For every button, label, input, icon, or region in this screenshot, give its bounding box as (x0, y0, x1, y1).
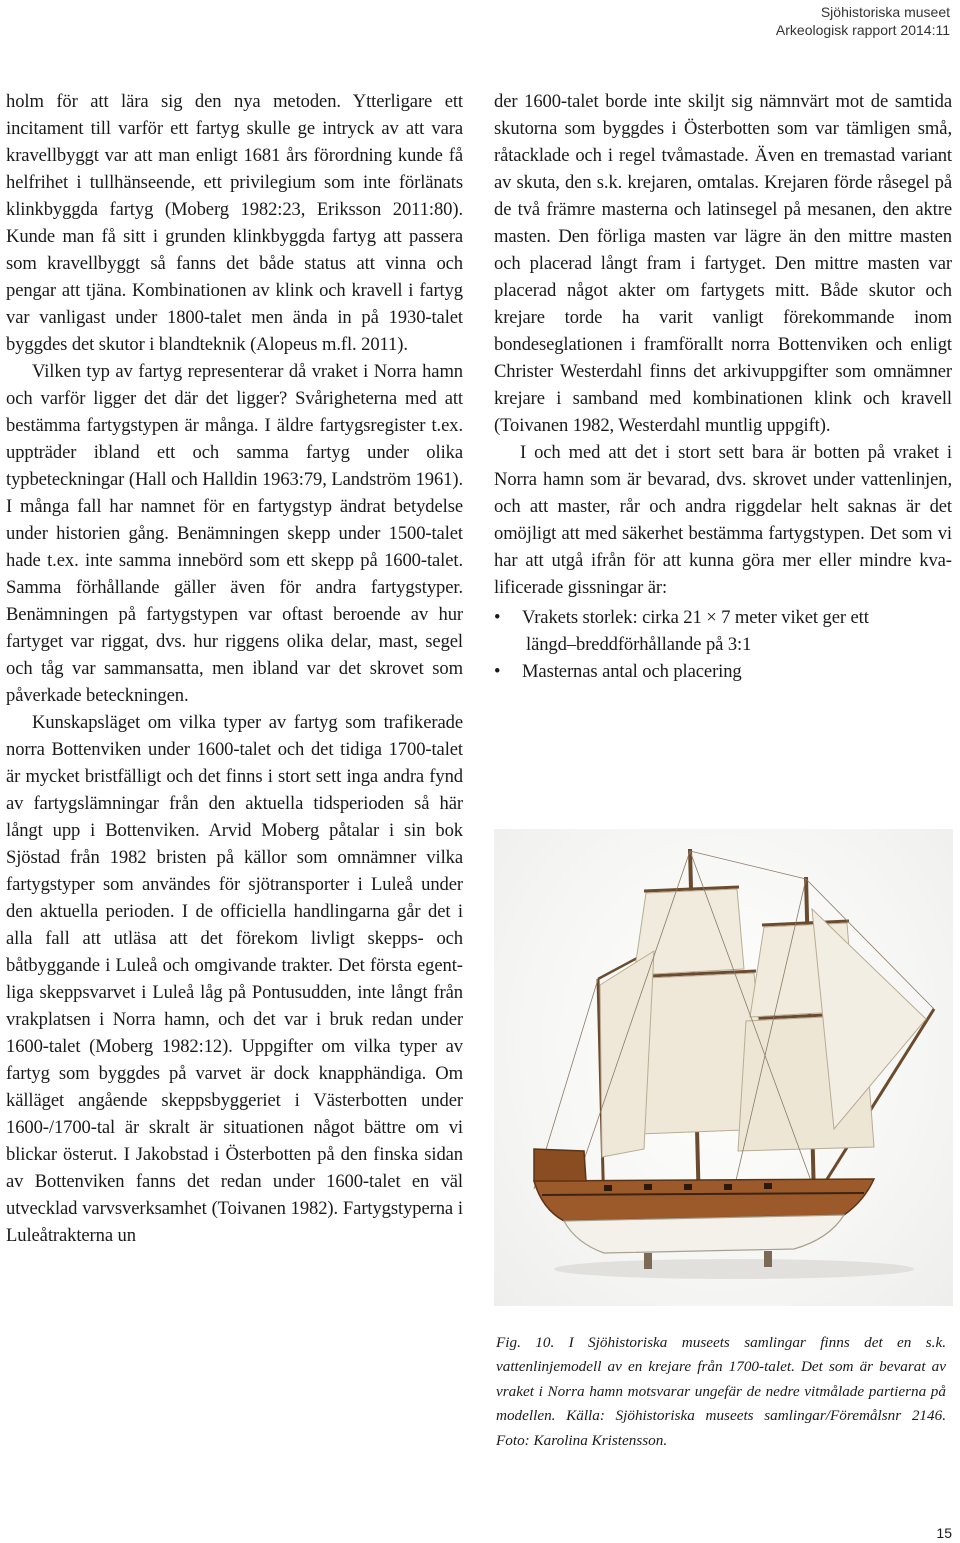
left-paragraph-2: Vilken typ av fartyg representerar då vraket i Norra hamn och varför ligger det där det ligger? Svårigheterna med att bestämma fartygstypen är många. I äldre fartygsregister t.ex. uppträder ibland ett och samma fartyg under olika typbeteckningar (Hall och Halldin 1963:79, Landström 1961). I många fall har namnet för en fartygstyp ändrat betydelse under historien gång. Benämningen skepp under 1500-talet hade t.ex. inte samma innebörd som ett skepp på 1600-talet. Samma förhållande gäller även för andra fartygstyper. Benämningen på fartygstypen var oftast beroende av hur fartyget var riggat, dvs. hur riggens olika delar, mast, segel och tåg var sammansatta, men ibland var det skrovet som påverkade beteckningen. (6, 361, 463, 706)
ship-model-illustration (494, 829, 953, 1306)
running-header (776, 3, 950, 39)
right-paragraph-1: der 1600-talet borde inte skiljt sig nämnvärt mot de samtida skutorna som byggdes i Österbotten som var tämligen små, råtacklade och i regel tvåmastade. Även en tremastad variant av skuta, den s.k. krejaren, omtalas. Krejaren förde råsegel på de två främre masterna och latinsegel på mesanen, den aktre masten. Den förliga masten var lägre än den mittre masten och placerad långt fram i fartyget. Den mittre masten var placerad något akter om fartygets mitt. Både skutor och krejare torde ha varit vanligt förekommande inom bondeseglationen i framförallt norra Bottenviken och enligt Christer Westerdahl finns det arkivuppgifter som omnämner krejare i samband med kombinationen klink och kravell (Toivanen 1982, Westerdahl muntlig uppgift). (494, 91, 952, 436)
header-museum: Sjöhistoriska museet (820, 4, 950, 20)
hull-lower-white (564, 1215, 844, 1253)
ship-model-photo (494, 829, 953, 1306)
page-number: 15 (936, 1525, 952, 1541)
left-paragraph-1: holm för att lära sig den nya metoden. Ytterligare ett incitament till varför ett fartyg skulle ge intryck av att vara kravellbyggt var att man enligt 1681 års förordning kunde få helfrihet i tullhänseende, ett privilegium som inte förlänats klinkbyggda fartyg (Moberg 1982:23, Eriksson 2011:80). Kunde man få sitt i grunden klinkbyggda fartyg att passera som kravellbyggt så fanns det både status att vinna och pengar att tjäna. Kombinationen av klink och kravell i fartyg var vanligast under 1800-talet men ända in på 1930-talet byggdes det skutor i blandteknik (Alopeus m.fl. 2011). (6, 91, 463, 355)
list-item (494, 604, 952, 658)
hull-stern-castle (534, 1149, 586, 1181)
bullet-marker: • (494, 607, 501, 628)
header-report: Arkeologisk rapport 2014:11 (775, 22, 950, 38)
list-item-text: Masternas antal och placering (522, 661, 742, 682)
right-paragraph-2: I och med att det i stort sett bara är botten på vraket i Norra hamn som är bevarad, dvs. skrovet under vattenlinjen, och att master, rår och andra riggdelar helt saknas är det omöjligt att med säkerhet bestämma fartygstypen. Det som vi har att utgå ifrån för att kunna göra mer eller mindre kvalificerade gissningar är: (494, 442, 952, 598)
model-stand (764, 1251, 772, 1267)
right-column (494, 88, 952, 685)
left-paragraph-3: Kunskapsläget om vilka typer av fartyg som trafikerade norra Bottenviken under 1600-talet och det tidiga 1700-talet är mycket bristfälligt och det finns i stort sett inga andra fynd av fartygslämningar från den aktuella tidsperioden så här långt upp i Bottenviken. Arvid Moberg påtalar i sin bok Sjöstad från 1982 bristen på källor som omnämner vilka fartygstyper som användes för sjötransporter i Luleå under den aktuella perioden. I de officiella handlingarna går det i alla fall att utläsa att det förekom livligt skepps- och båtbyggande i Luleå och omgivande trakter. Det första egentliga skeppsvarvet i Luleå låg på Pontusudden, inte långt från vrakplatsen i Norra hamn, och det var i bruk redan under 1600-talet (Moberg 1982:12). Uppgifter om vilka typer av fartyg som byggdes på varvet är dock knapphändiga. Om källäget angående skeppsbyggeriet i Västerbotten under 1600-/1700-tal är skralt är situationen något bättre om vi blickar österut. I Jakobstad i Österbotten på den finska sidan av Bottenviken fanns det redan under 1600-talet en väl utvecklad varvsverksamhet (Toivanen 1982). Fartygstyperna i Luleåtrakterna un (6, 712, 463, 1246)
model-stand (644, 1253, 652, 1269)
hull-upper (534, 1179, 874, 1221)
list-item-text: Vrakets storlek: cirka 21 × 7 meter viket ger ett (522, 607, 869, 628)
bullet-marker: • (494, 661, 501, 682)
left-column (6, 88, 463, 1249)
figure-caption: Fig. 10. I Sjöhistoriska museets samlingar finns det en s.k. vattenlinjemodell av en krejare från 1700-talet. Det som är bevarat av vraket i Norra hamn motsvarar ungefär de nedre vitmålade partierna på modellen. Källa: Sjöhistoriska museets samlingar/Föremålsnr 2146. Foto: Karolina Kristensson. (496, 1334, 946, 1449)
list-item (494, 658, 952, 685)
list-item-text-continued: längd–breddförhållande på 3:1 (526, 634, 752, 655)
criteria-list (494, 604, 952, 685)
model-shadow (554, 1259, 914, 1279)
